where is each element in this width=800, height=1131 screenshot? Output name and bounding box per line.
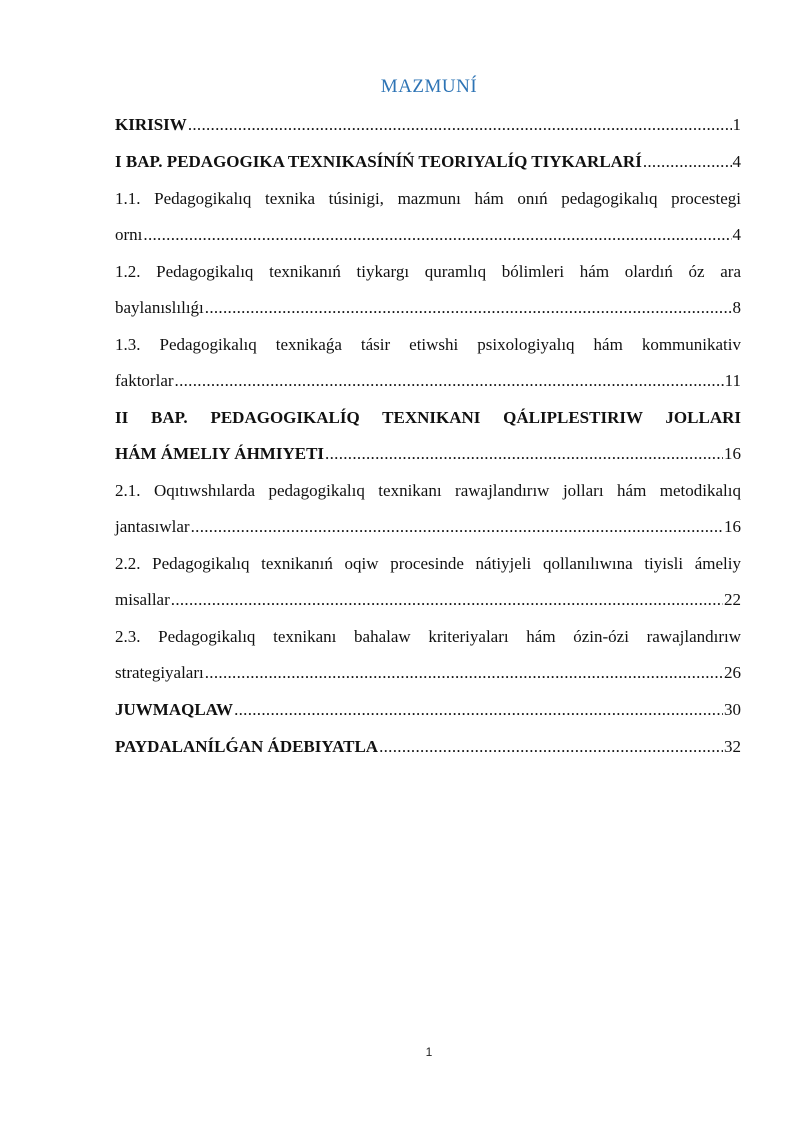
toc-entry-page: 1 bbox=[732, 115, 741, 134]
toc-entry-line bbox=[115, 655, 741, 691]
toc-entry-title-line2: ornı bbox=[115, 225, 143, 244]
toc-entry[interactable] bbox=[115, 729, 741, 765]
toc-entry-page: 16 bbox=[724, 444, 741, 463]
toc-entry[interactable] bbox=[115, 181, 741, 253]
toc-entry-page: 4 bbox=[732, 225, 741, 244]
page-number: 1 bbox=[425, 1045, 433, 1059]
toc-entry-title-line2: faktorlar bbox=[115, 371, 174, 390]
toc-entry-title-line1: 1.1. Pedagogikalıq texnika túsinigi, mazmunı hám onıń pedagogikalıq procestegi bbox=[115, 189, 741, 208]
toc-entry-page: 26 bbox=[724, 663, 741, 682]
toc-entry[interactable] bbox=[115, 327, 741, 399]
toc-entry-page: 22 bbox=[724, 590, 741, 609]
toc-entry-title-line2: HÁM ÁMELIY ÁHMIYETI bbox=[115, 444, 325, 463]
dot-leader bbox=[171, 582, 723, 618]
toc-entry[interactable] bbox=[115, 546, 741, 618]
toc-entry-title-line2: misallar bbox=[115, 590, 170, 609]
toc-entry-title: JUWMAQLAW bbox=[115, 700, 234, 719]
toc-entry-line bbox=[115, 217, 741, 253]
toc-entry[interactable] bbox=[115, 144, 741, 180]
toc-entry-title-line2: baylanıslılıǵı bbox=[115, 298, 204, 317]
toc-title: MAZMUNÍ bbox=[380, 76, 478, 97]
dot-leader bbox=[205, 290, 732, 326]
dot-leader bbox=[234, 692, 723, 728]
toc-entry-title-line1: 2.2. Pedagogikalıq texnikanıń oqiw procesinde nátiyjeli qollanılıwına tiyisli ámeliy bbox=[115, 554, 741, 573]
toc-entry-title-line1: 2.3. Pedagogikalıq texnikanı bahalaw kriteriyaları hám ózin-ózi rawajlandırıw bbox=[115, 627, 741, 646]
toc-entry[interactable] bbox=[115, 473, 741, 545]
toc-entry-title: PAYDALANÍLǴAN ÁDEBIYATLA bbox=[115, 737, 379, 756]
toc-entry-line bbox=[115, 144, 741, 180]
dot-leader bbox=[205, 655, 723, 691]
dot-leader bbox=[643, 144, 732, 180]
toc-entry[interactable] bbox=[115, 254, 741, 326]
dot-leader bbox=[143, 217, 731, 253]
toc-entry-title-line1: II BAP. PEDAGOGIKALÍQ TEXNIKANI QÁLIPLESTIRIW JOLLARI bbox=[115, 408, 741, 427]
toc-entry-title-line1: 2.1. Oqıtıwshılarda pedagogikalıq texnikanı rawajlandırıw jolları hám metodikalıq bbox=[115, 481, 741, 500]
toc-entry-page: 4 bbox=[732, 152, 741, 171]
dot-leader bbox=[325, 436, 723, 472]
dot-leader bbox=[191, 509, 723, 545]
toc-entry[interactable] bbox=[115, 619, 741, 691]
toc-entry-line bbox=[115, 436, 741, 472]
toc-entry-page: 32 bbox=[724, 737, 741, 756]
table-of-contents bbox=[115, 107, 741, 766]
toc-entry-title-line1: 1.2. Pedagogikalıq texnikanıń tiykargı quramlıq bólimleri hám olardıń óz ara bbox=[115, 262, 741, 281]
toc-entry-page: 11 bbox=[724, 371, 741, 390]
toc-entry-page: 8 bbox=[732, 298, 741, 317]
toc-entry-line bbox=[115, 107, 741, 143]
toc-entry[interactable] bbox=[115, 692, 741, 728]
toc-entry-line bbox=[115, 509, 741, 545]
toc-entry-line bbox=[115, 363, 741, 399]
toc-entry-page: 30 bbox=[724, 700, 741, 719]
dot-leader bbox=[188, 107, 732, 143]
toc-entry-title: KIRISIW bbox=[115, 115, 187, 134]
toc-entry-title-line1: 1.3. Pedagogikalıq texnikaǵa tásir etiwshi psixologiyalıq hám kommunikativ bbox=[115, 335, 741, 354]
dot-leader bbox=[175, 363, 724, 399]
toc-entry-page: 16 bbox=[724, 517, 741, 536]
toc-entry-line bbox=[115, 290, 741, 326]
toc-entry[interactable] bbox=[115, 400, 741, 472]
toc-entry-title: I BAP. PEDAGOGIKA TEXNIKASÍNÍŃ TEORIYALÍQ TIYKARLARÍ bbox=[115, 152, 642, 171]
toc-entry-line bbox=[115, 582, 741, 618]
toc-entry[interactable] bbox=[115, 107, 741, 143]
toc-entry-title-line2: strategiyaları bbox=[115, 663, 204, 682]
dot-leader bbox=[379, 729, 723, 765]
toc-entry-title-line2: jantasıwlar bbox=[115, 517, 190, 536]
toc-entry-line bbox=[115, 729, 741, 765]
toc-entry-line bbox=[115, 692, 741, 728]
